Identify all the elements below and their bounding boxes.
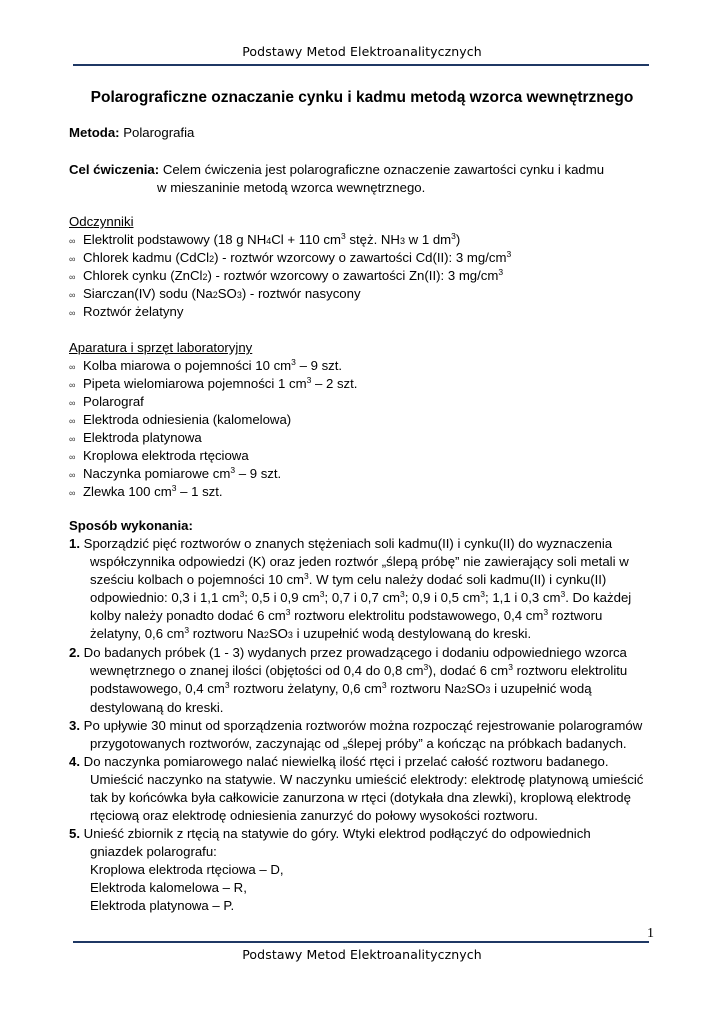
list-item: ∞ Siarczan(IV) sodu (Na2SO3) - roztwór nasycony <box>69 285 656 303</box>
bullet-icon: ∞ <box>69 434 76 444</box>
sposob-heading: Sposób wykonania: <box>69 518 193 533</box>
list-item: ∞ Zlewka 100 $cm^3 - 1$ szt. <box>69 483 656 501</box>
bullet-icon: ∞ <box>69 362 76 372</box>
running-header: Podstawy Metod Elektroanalitycznych <box>242 44 482 59</box>
step-5: 5. Unieść zbiornik z rtęcią na statywie do góry. Wtyki elektrod podłączyć do odpowiednich gniazdek polarografu: Kroplowa elektroda rtęciowa – D, Elektroda kalomelowa – R, Elektroda platynowa – P. <box>69 826 591 913</box>
metoda-label: Metoda: <box>69 125 120 140</box>
bullet-icon: ∞ <box>69 236 76 246</box>
aparatura-heading: Aparatura i sprzęt laboratoryjny <box>69 340 253 355</box>
bullet-icon: ∞ <box>69 272 76 282</box>
bullet-icon: ∞ <box>69 254 76 264</box>
odczynniki-heading: Odczynniki <box>69 214 134 229</box>
list-item: ∞ Pipeta wielomiarowa pojemności 1 $cm^3 - 2$ szt. <box>69 375 656 393</box>
bullet-icon: ∞ <box>69 488 76 498</box>
document-title: Polarograficzne oznaczanie cynku i kadmu metodą wzorca wewnętrznego <box>90 89 634 106</box>
list-item: ∞ Chlorek kadmu (CdCl2) - roztwór wzorcowy o zawartości Cd(II): 3 $mg/cm^3$ <box>69 249 656 267</box>
list-item: ∞ Roztwór żelatyny <box>69 303 656 321</box>
step-2: 2. Do badanych próbek (1 - 3) wydanych przez prowadzącego i dodaniu odpowiedniego wzorca wewnętrznego o znanej ilości (objętości od 0,4 do 0,8 $cm^3$), dodać 6 $cm^3$ roztworu elektrolitu podstawowego, 0,4 $cm^3$ roztworu żelatyny, 0,6 $cm^3$ roztworu Na2SO3 i uzupełnić wodą destylowaną do kreski. <box>69 645 628 715</box>
list-item: ∞ Elektroda platynowa <box>69 429 656 447</box>
sposob-section <box>69 517 656 915</box>
metoda-line <box>69 124 656 142</box>
list-item: ∞ Chlorek cynku (ZnCl2) - roztwór wzorcowy o zawartości Zn(II): 3 $mg/cm^3$ <box>69 267 656 285</box>
list-item: ∞ Naczynka pomiarowe $cm^3 - 9$ szt. <box>69 465 656 483</box>
running-footer: Podstawy Metod Elektroanalitycznych <box>242 947 482 962</box>
footer-rule <box>73 941 649 943</box>
metoda-value: Polarografia <box>123 125 195 140</box>
bullet-icon: ∞ <box>69 380 76 390</box>
odczynniki-section <box>69 213 656 321</box>
cel-block <box>69 161 656 197</box>
list-item: ∞ Polarograf <box>69 393 656 411</box>
list-item: ∞ Kroplowa elektroda rtęciowa <box>69 447 656 465</box>
step-4: 4. Do naczynka pomiarowego nalać niewielką ilość rtęci i przelać całość roztworu badanego. Umieścić naczynko na statywie. W naczynku umieścić elektrody: elektrodę platynową umieścić tak by końcówka była całkowicie zanurzona w rtęci (dotykała dna zlewki), kroplową elektrodę rtęciową oraz elektrodę odniesienia zanurzyć do połowy wysokości roztworu. <box>69 754 644 823</box>
bullet-icon: ∞ <box>69 470 76 480</box>
bullet-icon: ∞ <box>69 416 76 426</box>
header-rule <box>73 64 649 66</box>
list-item: ∞ Elektrolit podstawowy (18 g NH4Cl + 110 $cm^3$ stęż. NH3 w 1 $dm^3$) <box>69 231 656 249</box>
cel-label: Cel ćwiczenia: <box>69 162 160 177</box>
bullet-icon: ∞ <box>69 452 76 462</box>
page-number: 1 <box>647 926 654 941</box>
bullet-icon: ∞ <box>69 290 76 300</box>
step-1: 1. Sporządzić pięć roztworów o znanych stężeniach soli kadmu(II) i cynku(II) do wyznaczenia współczynnika odpowiedzi (K) oraz jeden roztwór „ślepą próbę” nie zawierający soli metali w sześciu kolbach o pojemności 10 $cm^3$. W tym celu należy dodać soli kadmu(II) i cynku(II) odpowiednio: 0,3 i 1,1 $cm^3$; 0,5 i 0,9 $cm^3$; 0,7 i 0,7 $cm^3$; 0,9 i 0,5 $cm^3$; 1,1 i 0,3 $cm^3$. Do każdej kolby należy ponadto dodać 6 $cm^3$ roztworu elektrolitu podstawowego, 0,4 $cm^3$ roztworu żelatyny, 0,6 $cm^3$ roztworu Na2SO3 i uzupełnić wodą destylowaną do kreski. <box>69 536 632 641</box>
list-item: ∞ Elektroda odniesienia (kalomelowa) <box>69 411 656 429</box>
bullet-icon: ∞ <box>69 308 76 318</box>
cel-line2: w mieszaninie metodą wzorca wewnętrznego. <box>157 180 426 195</box>
step-3: 3. Po upływie 30 minut od sporządzenia roztworów można rozpocząć rejestrowanie polarogramów przygotowanych roztworów, zaczynając od „ślepej próby” a kończąc na próbkach badanych. <box>69 718 643 751</box>
bullet-icon: ∞ <box>69 398 76 408</box>
list-item: ∞ Kolba miarowa o pojemności 10 $cm^3 - 9$ szt. <box>69 357 656 375</box>
cel-line1: Celem ćwiczenia jest polarograficzne oznaczenie zawartości cynku i kadmu <box>162 162 605 177</box>
aparatura-section <box>69 339 656 501</box>
